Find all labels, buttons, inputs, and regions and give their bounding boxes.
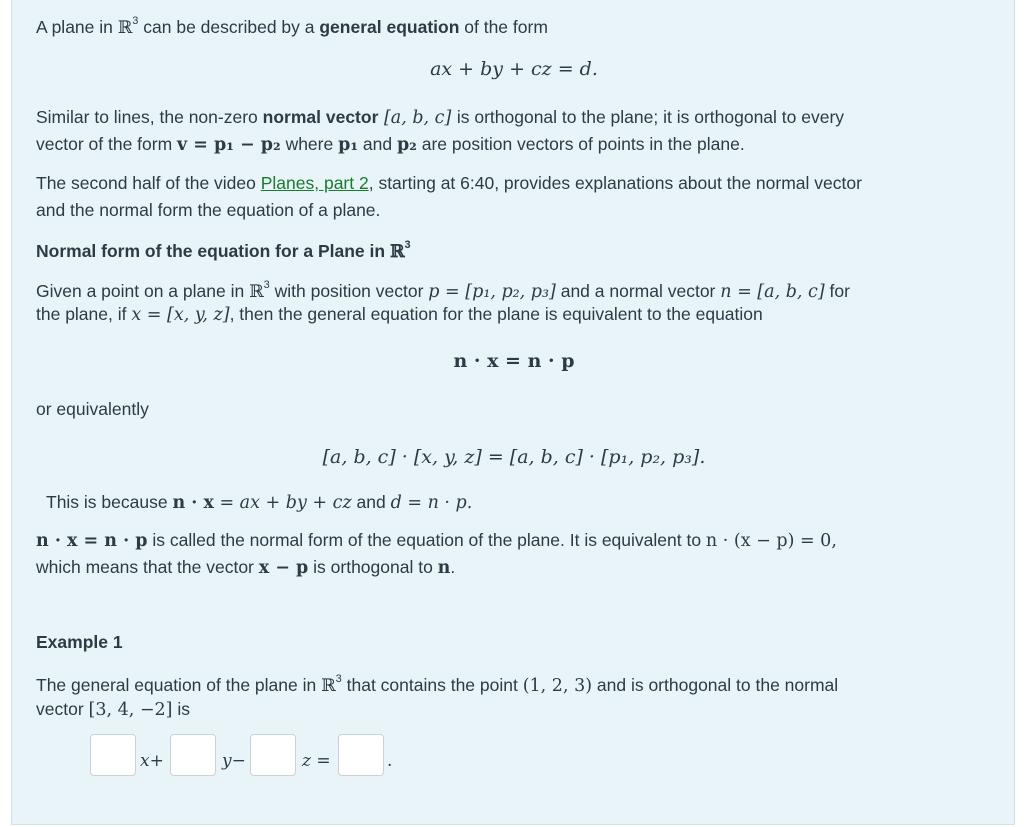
var-y: y− <box>222 751 246 771</box>
text: that contains the point <box>341 674 523 695</box>
intro-text-mid: can be described by a <box>138 16 320 37</box>
normal-vector-math: [a, b, c] <box>378 108 457 128</box>
given-line-2 <box>36 301 763 329</box>
r3-symbol: ℝ <box>249 281 264 302</box>
p1-symbol: p₁ <box>338 135 358 155</box>
equation-end: . <box>387 751 393 771</box>
r3-symbol: ℝ <box>389 241 405 262</box>
normal-form-equation: n · x = n · p <box>453 350 575 372</box>
r3-exponent: 3 <box>335 673 342 685</box>
example-heading: Example 1 <box>36 632 123 652</box>
general-equation: ax + by + cz = d. <box>430 58 598 80</box>
answer-b-input[interactable] <box>170 734 216 776</box>
text: the plane, if <box>36 304 132 324</box>
text: Given a point on a plane in <box>36 280 250 301</box>
v-equation: v = p₁ − p₂ <box>177 135 281 155</box>
or-equivalently: or equivalently <box>36 399 149 419</box>
math: x − p <box>258 558 309 578</box>
r3-symbol: ℝ <box>117 17 133 38</box>
text: vector <box>36 699 89 719</box>
video-link[interactable]: Planes, part 2 <box>260 173 369 193</box>
text: is <box>172 699 191 719</box>
normal-vector-term: normal vector <box>262 107 379 127</box>
p-vector: p = [p₁, p₂, p₃] <box>428 281 556 302</box>
text: is orthogonal to <box>308 557 438 577</box>
r3-exponent: 3 <box>404 239 411 251</box>
text: The second half of the video <box>36 173 261 193</box>
answer-c-input[interactable] <box>250 734 296 776</box>
text: and a normal vector <box>555 280 721 301</box>
normal-form-explain-1 <box>36 527 837 555</box>
text: is called the normal form of the equation of the plane. It is equivalent to <box>147 530 706 550</box>
math: d = n · p. <box>390 493 473 513</box>
text: are position vectors of points in the plane. <box>416 134 745 154</box>
general-equation-term: general equation <box>319 16 460 37</box>
text: , then the general equation for the plane is equivalent to the equation <box>229 304 763 324</box>
text: The general equation of the plane in <box>36 674 322 695</box>
intro-line <box>36 10 548 42</box>
var-z: z = <box>302 751 331 771</box>
text: This is because <box>46 492 173 512</box>
example-point: (1, 2, 3) <box>522 675 593 696</box>
answer-d-input[interactable] <box>338 734 384 776</box>
text: and <box>351 492 391 512</box>
text: vector of the form <box>36 134 178 154</box>
text: . <box>450 557 456 577</box>
text: which means that the vector <box>36 557 259 577</box>
example-normal-vector: [3, 4, −2] <box>88 700 173 720</box>
var-x: x+ <box>140 751 164 771</box>
math: n · x <box>172 493 214 513</box>
p2-symbol: p₂ <box>396 135 417 155</box>
intro-text-post: of the form <box>459 16 548 37</box>
normal-para-line-1 <box>36 104 844 132</box>
normal-form-explain-2 <box>36 554 455 582</box>
content-panel <box>11 0 1015 825</box>
example-line-2 <box>36 696 190 724</box>
math: = ax + by + cz <box>213 493 352 513</box>
video-para-line-2: and the normal form the equation of a plane. <box>36 200 381 220</box>
n-vector: n = [a, b, c] <box>720 281 825 302</box>
intro-text: A plane in <box>36 16 118 37</box>
r3-exponent: 3 <box>132 15 139 27</box>
x-vector: x = [x, y, z] <box>131 305 230 325</box>
text: with position vector <box>269 280 429 301</box>
answer-a-input[interactable] <box>90 734 136 776</box>
text: Similar to lines, the non-zero <box>36 107 263 127</box>
text: is orthogonal to the plane; it is orthogonal to every <box>456 107 845 127</box>
text: and is orthogonal to the normal <box>592 674 839 695</box>
video-para-line-1 <box>36 170 862 197</box>
r3-symbol: ℝ <box>321 675 336 696</box>
text: for <box>824 280 850 301</box>
math: n · x = n · p <box>36 531 148 551</box>
expanded-equation: [a, b, c] · [x, y, z] = [a, b, c] · [p₁, p₂, p₃]. <box>322 446 706 468</box>
math: n · (x − p) = 0, <box>705 531 837 551</box>
normal-form-heading <box>36 234 411 266</box>
r3-exponent: 3 <box>263 279 270 291</box>
because-line <box>46 489 472 517</box>
text: and <box>358 134 397 154</box>
text: , starting at 6:40, provides explanations about the normal vector <box>368 173 862 193</box>
math: n <box>437 558 451 578</box>
normal-para-line-2 <box>36 131 745 159</box>
text: where <box>280 134 339 154</box>
text: Normal form of the equation for a Plane in <box>36 240 390 261</box>
